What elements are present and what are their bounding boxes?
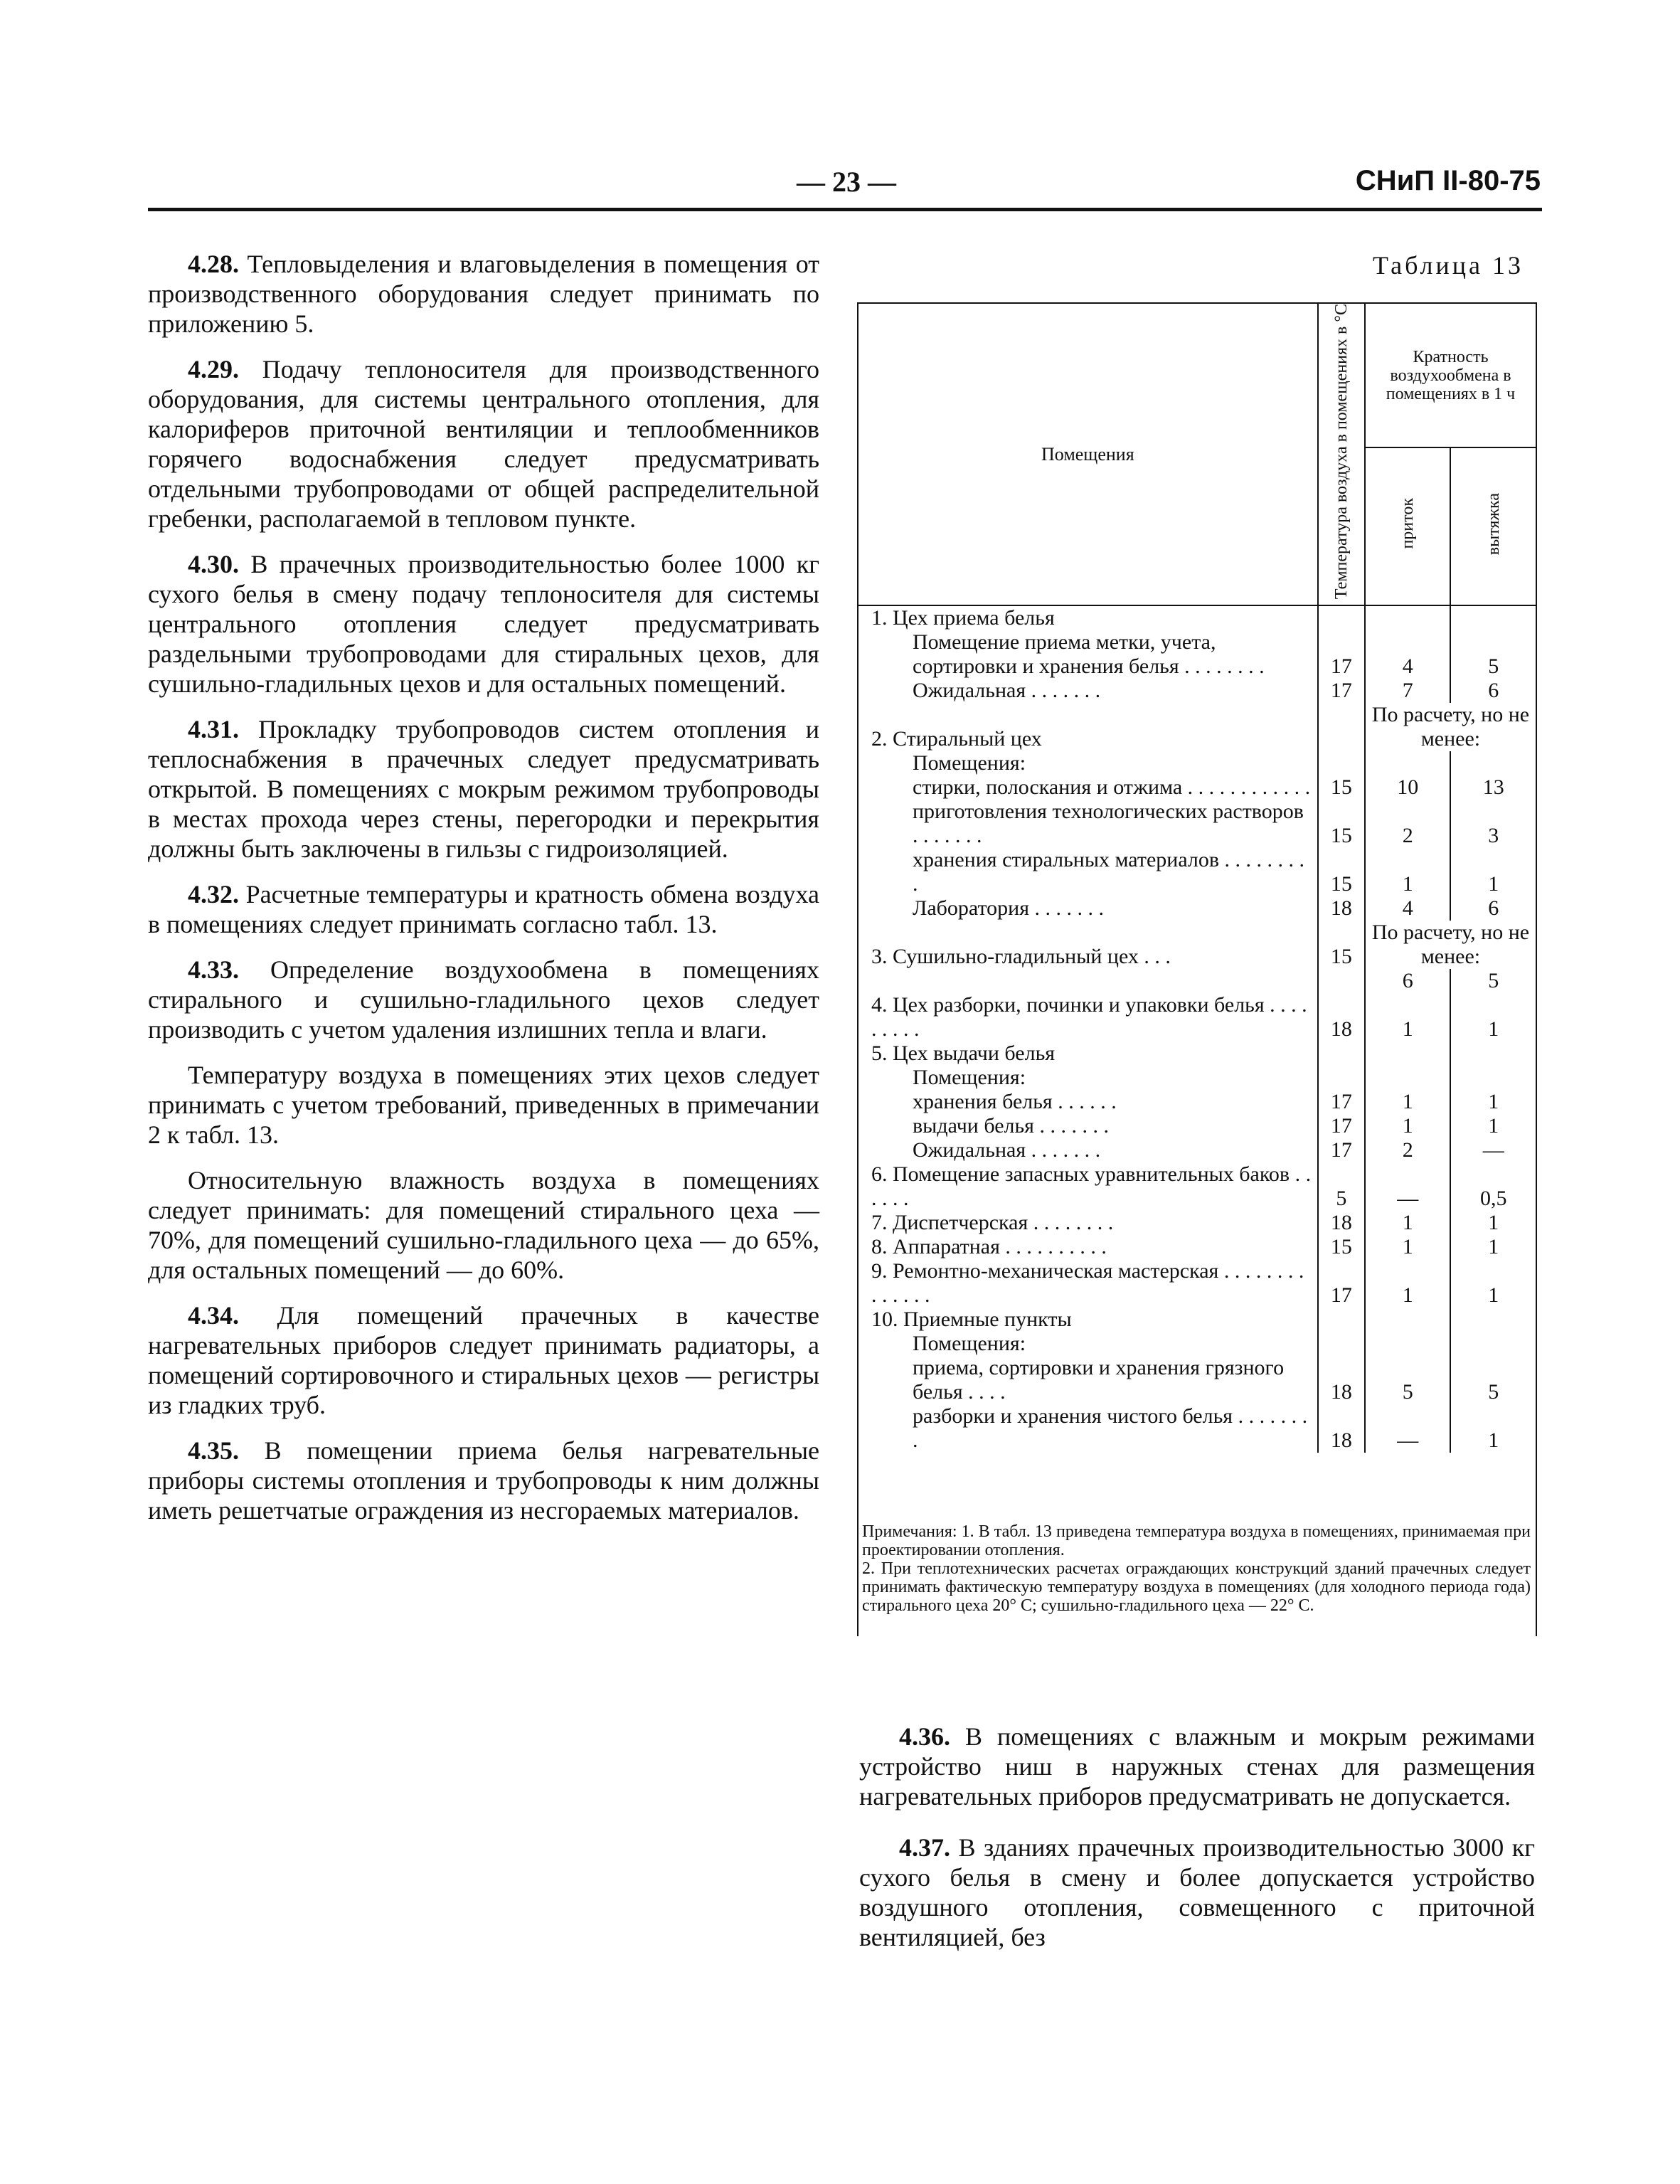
cell-exhaust: 5 — [1450, 969, 1536, 993]
cell-supply: 7 — [1402, 679, 1413, 703]
cell-temperature — [1318, 1308, 1365, 1332]
cell-supply: 1 — [1402, 1090, 1413, 1114]
cell-exhaust: 6 — [1450, 896, 1536, 921]
cell-exhaust — [1450, 605, 1536, 630]
cell-temperature: 17 — [1318, 1090, 1365, 1114]
cell-supply: — — [1397, 1187, 1419, 1211]
cell-room: выдачи белья . . . . . . . — [913, 1114, 1109, 1138]
header-rule — [148, 208, 1542, 211]
cell-supply: 6 — [1402, 969, 1413, 993]
table-notes — [862, 1522, 1531, 1615]
cell-supply: 4 — [1402, 654, 1413, 679]
table-row — [858, 1138, 1536, 1162]
col-header-rooms: Помещения — [858, 303, 1318, 605]
cell-temperature — [1318, 969, 1365, 993]
right-column — [859, 1722, 1535, 1973]
table-row — [858, 1404, 1536, 1453]
cell-room: 10. Приемные пункты — [871, 1308, 1072, 1332]
cell-temperature: 15 — [1318, 921, 1365, 969]
table-row — [858, 1090, 1536, 1114]
cell-exhaust — [1450, 751, 1536, 775]
cell-supply: — — [1397, 1428, 1419, 1453]
table-row — [858, 1259, 1536, 1308]
table-row — [858, 1308, 1536, 1332]
cell-room: 5. Цех выдачи белья — [871, 1041, 1056, 1066]
cell-temperature: 18 — [1318, 1356, 1365, 1404]
page-number: — 23 — — [797, 166, 896, 198]
cell-exhaust: 1 — [1450, 848, 1536, 896]
table-row — [858, 679, 1536, 703]
cell-exhaust: 0,5 — [1450, 1162, 1536, 1211]
table-caption: Таблица 13 — [1373, 251, 1524, 280]
cell-exhaust — [1450, 1308, 1536, 1332]
cell-supply: 1 — [1402, 1235, 1413, 1259]
cell-exhaust: 3 — [1450, 800, 1536, 848]
cell-exhaust: 1 — [1450, 1090, 1536, 1114]
clause-4-33: 4.33. Определение воздухообмена в помещениях стирального и сушильно-гладильного цехов следует производить с учетом удаления излишних тепла и влаги. — [148, 955, 819, 1044]
cell-room: Помещения: — [913, 1066, 1026, 1090]
clause-4-36: 4.36. В помещениях с влажным и мокрым режимами устройство ниш в наружных стенах для размещения нагревательных приборов предусматривать не допускается. — [859, 1722, 1535, 1811]
cell-room: разборки и хранения чистого белья . . . . . . . . — [913, 1404, 1308, 1453]
cell-exhaust: 1 — [1450, 1259, 1536, 1308]
cell-temperature: 17 — [1318, 1138, 1365, 1162]
cell-room: 2. Стиральный цех — [871, 727, 1042, 751]
cell-supply: 10 — [1397, 775, 1419, 800]
cell-temperature: 15 — [1318, 848, 1365, 896]
cell-exhaust: 1 — [1450, 1235, 1536, 1259]
left-column — [148, 249, 819, 1541]
cell-room — [858, 969, 1318, 993]
cell-exhaust: 1 — [1450, 993, 1536, 1041]
table-body — [858, 605, 1536, 1453]
cell-exhaust: 5 — [1450, 1356, 1536, 1404]
cell-supply — [1365, 1308, 1451, 1332]
cell-room: Помещения: — [913, 751, 1026, 775]
cell-room: 9. Ремонтно-механическая мастерская . . . . . . . . . . . . . . — [871, 1259, 1304, 1308]
clause-4-31: 4.31. Прокладку трубопроводов систем отопления и теплоснабжения в прачечных следует предусматривать открытой. В помещениях с мокрым режимом трубопроводы в местах прохода через стены, перегородки и перекрытия должны быть заключены в гильзы с гидроизоляцией. — [148, 715, 820, 863]
cell-supply — [1365, 1066, 1451, 1090]
cell-room: 4. Цех разборки, починки и упаковки белья . . . . . . . . . — [871, 993, 1307, 1041]
cell-temperature: 15 — [1318, 775, 1365, 800]
table-row — [858, 848, 1536, 896]
cell-exhaust: 13 — [1450, 775, 1536, 800]
cell-supply — [1365, 751, 1451, 775]
clause-4-33-para-2: Температуру воздуха в помещениях этих цехов следует принимать с учетом требований, приведенных в примечании 2 к табл. 13. — [148, 1061, 819, 1149]
cell-room: 1. Цех приема белья — [871, 606, 1055, 630]
cell-temperature: 18 — [1318, 1404, 1365, 1453]
cell-supply: 1 — [1402, 1017, 1413, 1041]
cell-exhaust — [1450, 1332, 1536, 1356]
clause-4-35: 4.35. В помещении приема белья нагревательные приборы системы отопления и трубопроводы к ним должны иметь решетчатые ограждения из несгораемых материалов. — [148, 1436, 819, 1525]
table-13 — [857, 302, 1537, 1636]
table-row — [858, 605, 1536, 630]
clause-4-30: 4.30. В прачечных производительностью более 1000 кг сухого белья в смену подачу теплоносителя для системы центрального отопления следует предусматривать раздельными трубопроводами для стиральных цехов, для сушильно-гладильных цехов и для остальных помещений. — [148, 550, 819, 698]
cell-exhaust: — — [1450, 1138, 1536, 1162]
cell-supply — [1365, 1041, 1451, 1066]
cell-temperature: 18 — [1318, 1211, 1365, 1235]
cell-supply: 2 — [1402, 1138, 1413, 1162]
table-row — [858, 1066, 1536, 1090]
cell-exhaust — [1450, 1066, 1536, 1090]
cell-room: Ожидальная . . . . . . . — [913, 679, 1101, 703]
table-row — [858, 630, 1536, 679]
clause-4-37: 4.37. В зданиях прачечных производительностью 3000 кг сухого белья в смену и более допускается устройство воздушного отопления, совмещенного с приточной вентиляцией, без — [859, 1833, 1535, 1951]
cell-temperature — [1318, 703, 1365, 751]
col-header-exhaust: вытяжка — [1450, 447, 1536, 605]
table-row — [858, 1211, 1536, 1235]
cell-room: хранения белья . . . . . . — [913, 1090, 1117, 1114]
cell-rate-note: По расчету, но не менее: — [1371, 703, 1530, 751]
table-row — [858, 1235, 1536, 1259]
cell-room: приема, сортировки и хранения грязного белья . . . . — [913, 1356, 1285, 1404]
clause-4-34: 4.34. Для помещений прачечных в качестве нагревательных приборов следует принимать радиаторы, а помещений сортировочного и стиральных цехов — регистры из гладких труб. — [148, 1301, 820, 1419]
cell-supply: 2 — [1402, 824, 1413, 848]
table-row — [858, 751, 1536, 775]
cell-temperature: 15 — [1318, 1235, 1365, 1259]
cell-supply: 1 — [1402, 1114, 1413, 1138]
col-header-supply: приток — [1365, 447, 1451, 605]
clause-4-33-para-3: Относительную влажность воздуха в помещениях следует принимать: для помещений стирального цеха — 70%, для помещений сушильно-гладильного цеха — до 65%, для остальных помещений — до 60%. — [148, 1166, 819, 1284]
cell-temperature — [1318, 605, 1365, 630]
cell-room: 6. Помещение запасных уравнительных баков . . . . . . — [871, 1162, 1312, 1211]
col-header-temperature: Температура воздуха в помещениях в °С — [1318, 303, 1365, 605]
cell-exhaust: 1 — [1450, 1114, 1536, 1138]
cell-exhaust: 6 — [1450, 679, 1536, 703]
table-row — [858, 921, 1536, 969]
cell-supply: 4 — [1402, 896, 1413, 921]
table-note-1: Примечания: 1. В табл. 13 приведена температура воздуха в помещениях, принимаемая при проектировании отопления. — [862, 1522, 1531, 1559]
cell-temperature: 18 — [1318, 993, 1365, 1041]
cell-supply — [1365, 1332, 1451, 1356]
cell-temperature — [1318, 751, 1365, 775]
table-row — [858, 800, 1536, 848]
cell-room: 3. Сушильно-гладильный цех . . . — [871, 945, 1171, 969]
table-row — [858, 703, 1536, 751]
cell-supply: 1 — [1402, 872, 1413, 896]
cell-room: Помещение приема метки, учета, сортировки и хранения белья . . . . . . . . — [913, 630, 1265, 679]
cell-room: стирки, полоскания и отжима . . . . . . . . . . . . — [913, 775, 1311, 800]
clause-4-29: 4.29. Подачу теплоносителя для производственного оборудования, для системы центрального отопления, для калориферов приточной вентиляции и теплообменников горячего водоснабжения следует предусматривать отдельными трубопроводами от общей распределительной гребенки, располагаемой в тепловом пункте. — [148, 355, 819, 533]
clause-4-32: 4.32. Расчетные температуры и кратность обмена воздуха в помещениях следует принимать согласно табл. 13. — [148, 880, 820, 938]
table-row — [858, 1041, 1536, 1066]
cell-rate-note: По расчету, но не менее: — [1371, 921, 1530, 969]
table-row — [858, 993, 1536, 1041]
table-row — [858, 1162, 1536, 1211]
cell-exhaust: 5 — [1450, 630, 1536, 679]
cell-room: Лаборатория . . . . . . . — [913, 896, 1105, 921]
cell-temperature — [1318, 1041, 1365, 1066]
cell-supply: 5 — [1402, 1380, 1413, 1404]
cell-temperature: 17 — [1318, 1114, 1365, 1138]
cell-temperature: 5 — [1318, 1162, 1365, 1211]
cell-temperature — [1318, 1066, 1365, 1090]
cell-supply: 1 — [1402, 1211, 1413, 1235]
cell-room: 8. Аппаратная . . . . . . . . . . — [871, 1235, 1107, 1259]
cell-supply — [1365, 605, 1451, 630]
cell-temperature: 18 — [1318, 896, 1365, 921]
cell-exhaust — [1450, 1041, 1536, 1066]
cell-room: Ожидальная . . . . . . . — [913, 1138, 1101, 1162]
col-header-air-exchange: Кратность воздухообмена в помещениях в 1 ч — [1365, 303, 1536, 447]
cell-room: приготовления технологических растворов . . . . . . . — [913, 800, 1304, 848]
cell-room: 7. Диспетчерская . . . . . . . . — [871, 1211, 1114, 1235]
cell-temperature: 17 — [1318, 679, 1365, 703]
cell-temperature — [1318, 1332, 1365, 1356]
cell-temperature: 17 — [1318, 1259, 1365, 1308]
cell-supply: 1 — [1402, 1283, 1413, 1308]
cell-room: хранения стиральных материалов . . . . . . . . . — [913, 848, 1305, 896]
table-note-2: 2. При теплотехнических расчетах ограждающих конструкций зданий прачечных следует принимать фактическую температуру воздуха в помещениях (для холодного периода года) стирального цеха 20° С; сушильно-гладильного цеха — 22° С. — [862, 1559, 1531, 1615]
table-row — [858, 1114, 1536, 1138]
table-row — [858, 896, 1536, 921]
cell-exhaust: 1 — [1450, 1404, 1536, 1453]
table-row — [858, 969, 1536, 993]
cell-temperature: 15 — [1318, 800, 1365, 848]
document-code: СНиП II-80-75 — [1355, 165, 1541, 196]
clause-4-28: 4.28. Тепловыделения и влаговыделения в помещения от производственного оборудования следует принимать по приложению 5. — [148, 250, 820, 338]
cell-room: Помещения: — [913, 1332, 1026, 1356]
cell-exhaust: 1 — [1450, 1211, 1536, 1235]
cell-temperature: 17 — [1318, 630, 1365, 679]
table-row — [858, 1332, 1536, 1356]
table-row — [858, 1356, 1536, 1404]
table-row — [858, 775, 1536, 800]
